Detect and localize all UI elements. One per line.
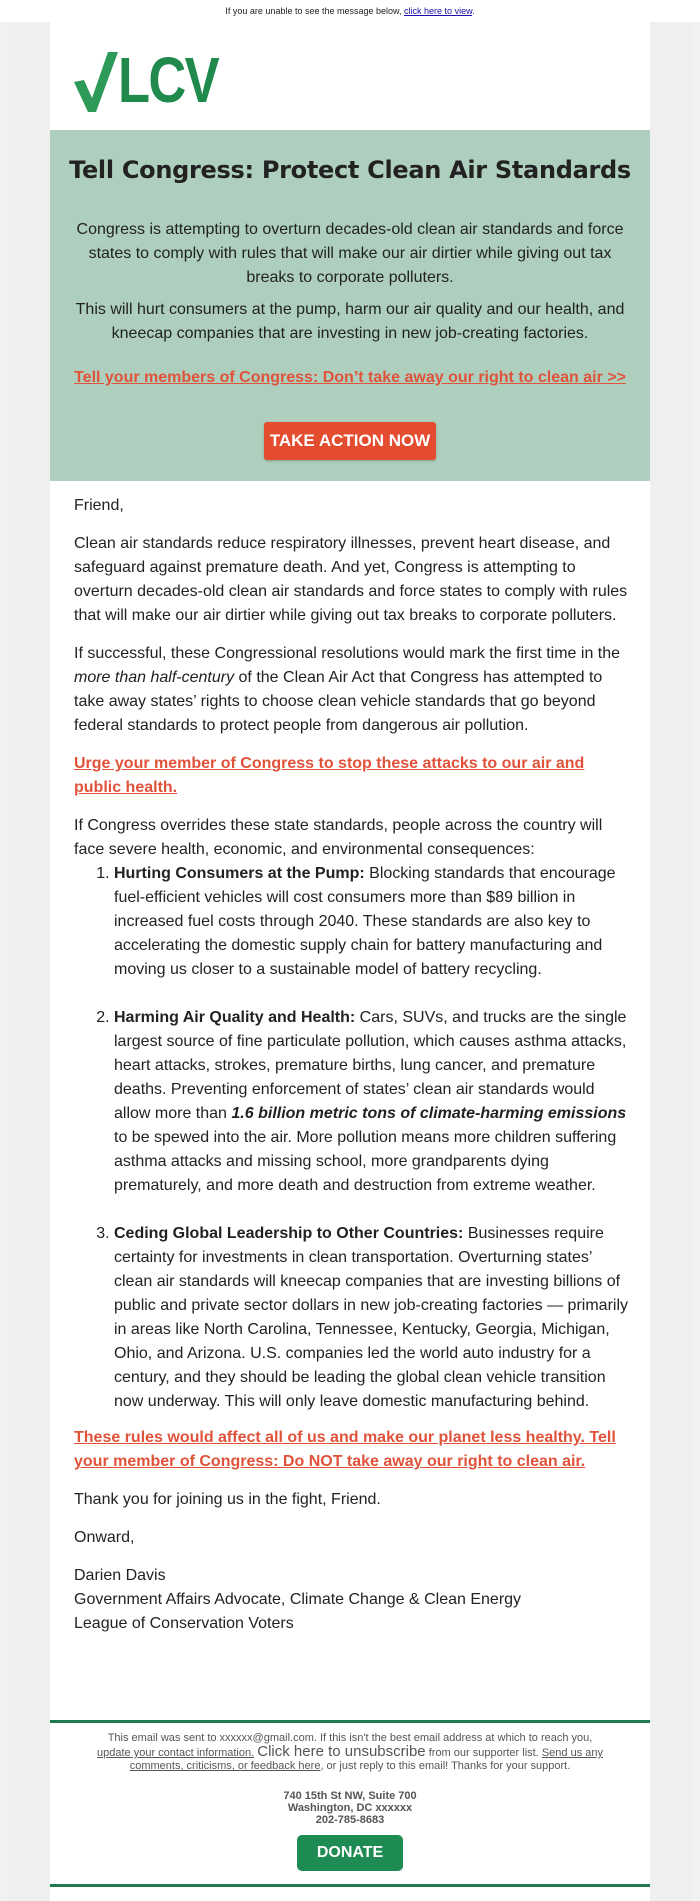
preheader: If you are unable to see the message below, click here to view. [0, 0, 700, 22]
list-item-heading: Hurting Consumers at the Pump: [114, 865, 365, 882]
email-body [74, 494, 630, 1636]
body-paragraph-3: If Congress overrides these state standards, people across the country will face severe health, economic, and environmental consequences: [74, 817, 603, 858]
phone-number: 202-785-8683 [315, 1814, 385, 1826]
list-item: 2. Harming Air Quality and Health: Cars, SUVs, and trucks are the single largest source of fine particulate pollution, which causes asthma attacks, heart attacks, strokes, premature births, lung cancer, and premature deaths. Preventing enforcement of states’ clean air standards would allow more than 1.6 billion metric tons of climate-harming emissions to be spewed into the air. More pollution means more children suffering asthma attacks and missing school, more grandparents dying prematurely, and more death and destruction from extreme weather. [114, 1006, 630, 1198]
footer-notice: This email was sent to xxxxxx@gmail.com. If this isn't the best email address at which to reach you, update your contact information. Click here to unsubscribe from our supporter list. Send us any comments, criticisms, or feedback here, or just reply to this email! Thanks for your support. [97, 1732, 603, 1772]
preheader-text: If you are unable to see the message below, [225, 6, 402, 16]
greeting: Friend, [74, 497, 124, 514]
signature-title: Government Affairs Advocate, Climate Change & Clean Energy [74, 1591, 522, 1608]
lcv-logo[interactable] [74, 44, 240, 116]
footer-divider-top [50, 1720, 650, 1723]
update-contact-link[interactable]: update your contact information. [97, 1747, 255, 1759]
signature-name: Darien Davis [74, 1567, 166, 1584]
take-action-button[interactable]: TAKE ACTION NOW [264, 422, 436, 460]
mailing-address: 740 15th St NW, Suite 700 Washington, DC xxxxxx 202-785-8683 [50, 1790, 650, 1826]
list-item: 3. Ceding Global Leadership to Other Countries: Businesses require certainty for investments in clean transportation. Overturning states’ clean air standards will kneecap companies that are investing billions of public and private sector dollars in new job-creating factories — primarily in areas like North Carolina, Tennessee, Kentucky, Georgia, Michigan, Ohio, and Arizona. U.S. companies led the world auto industry for a century, and they should be leading the global clean vehicle transition now underway. This will only leave domestic manufacturing behind. [114, 1222, 630, 1414]
closing-action-link[interactable]: These rules would affect all of us and make our planet less healthy. Tell your member of Congress: Do NOT take away our right to clean air. [74, 1429, 616, 1470]
signature [74, 1564, 630, 1636]
hero-title: Tell Congress: Protect Clean Air Standards [69, 156, 631, 184]
body-paragraph-1: Clean air standards reduce respiratory illnesses, prevent heart disease, and safeguard against premature death. And yet, Congress is attempting to overturn decades-old clean air standards and force states to comply with rules that will make our air dirtier while giving out tax breaks to corporate polluters. [74, 535, 628, 624]
list-item: 1. Hurting Consumers at the Pump: Blocking standards that encourage fuel-efficient vehicles will cost consumers more than $89 billion in increased fuel costs through 2040. These standards are also key to accelerating the domestic supply chain for battery manufacturing and moving us closer to a sustainable model of battery recycling. [114, 862, 630, 982]
hero-action-link[interactable]: Tell your members of Congress: Don’t take away our right to clean air >> [74, 369, 626, 386]
donate-button[interactable]: DONATE [297, 1835, 403, 1871]
checkmark-icon [74, 52, 118, 112]
emphasis: 1.6 billion metric tons of climate-harming emissions [231, 1105, 627, 1122]
thanks-line: Thank you for joining us in the fight, Friend. [74, 1491, 381, 1508]
hero-paragraph-2: This will hurt consumers at the pump, harm our air quality and our health, and kneecap companies that are investing in new job-creating factories. [75, 301, 625, 342]
hero-paragraph-1: Congress is attempting to overturn decades-old clean air standards and force states to comply with rules that will make our air dirtier while giving out tax breaks to corporate polluters. [76, 221, 624, 286]
body-paragraph-2: If successful, these Congressional resolutions would mark the first time in the more than half-century of the Clean Air Act that Congress has attempted to take away states’ rights to choose clean vehicle standards that go beyond federal standards to protect people from dangerous air pollution. [74, 645, 621, 734]
logo-text: LCV [118, 44, 219, 116]
hero-banner [50, 130, 650, 481]
list-item-heading: Ceding Global Leadership to Other Countries: [114, 1225, 464, 1242]
urge-member-link[interactable]: Urge your member of Congress to stop these attacks to our air and public health. [74, 755, 585, 796]
signoff: Onward, [74, 1529, 135, 1546]
consequences-list [74, 862, 630, 1414]
signature-org: League of Conservation Voters [74, 1615, 294, 1632]
unsubscribe-link[interactable]: Click here to unsubscribe [257, 1743, 426, 1760]
list-item-heading: Harming Air Quality and Health: [114, 1009, 356, 1026]
emphasis: more than half-century [74, 669, 235, 686]
footer-divider-bottom [50, 1884, 650, 1887]
feedback-link[interactable]: Send us any comments, criticisms, or feedback here [129, 1747, 603, 1772]
view-in-browser-link[interactable]: click here to view [404, 6, 473, 16]
